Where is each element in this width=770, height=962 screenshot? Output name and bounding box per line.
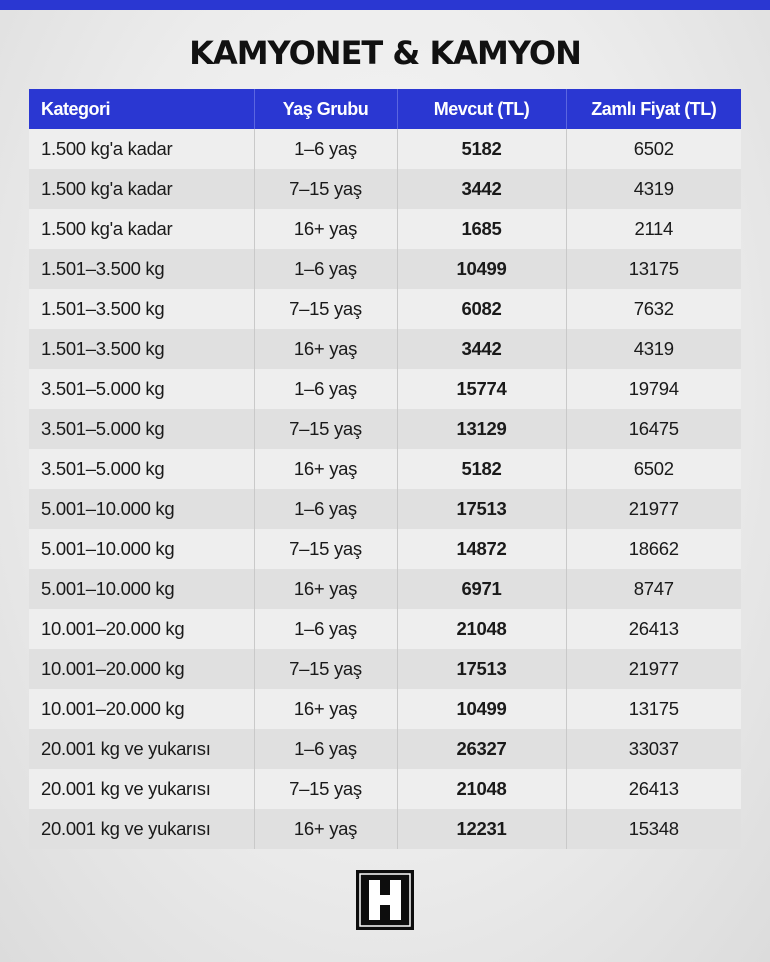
table-row xyxy=(29,649,741,689)
top-accent-bar xyxy=(0,0,770,10)
table-row xyxy=(29,569,741,609)
cell-increased-price: 6502 xyxy=(566,449,741,489)
cell-category: 5.001–10.000 kg xyxy=(29,569,254,609)
cell-increased-price: 2114 xyxy=(566,209,741,249)
cell-age-group: 16+ yaş xyxy=(254,209,397,249)
cell-category: 1.501–3.500 kg xyxy=(29,329,254,369)
cell-age-group: 16+ yaş xyxy=(254,689,397,729)
page-title: KAMYONET & KAMYON xyxy=(189,34,581,72)
cell-increased-price: 8747 xyxy=(566,569,741,609)
cell-increased-price: 18662 xyxy=(566,529,741,569)
cell-category: 5.001–10.000 kg xyxy=(29,529,254,569)
cell-age-group: 16+ yaş xyxy=(254,449,397,489)
cell-category: 10.001–20.000 kg xyxy=(29,609,254,649)
table-row xyxy=(29,409,741,449)
cell-category: 20.001 kg ve yukarısı xyxy=(29,729,254,769)
table-row xyxy=(29,129,741,169)
cell-increased-price: 15348 xyxy=(566,809,741,849)
cell-category: 3.501–5.000 kg xyxy=(29,449,254,489)
cell-category: 10.001–20.000 kg xyxy=(29,689,254,729)
cell-age-group: 7–15 yaş xyxy=(254,769,397,809)
cell-current-price: 5182 xyxy=(397,449,566,489)
header-category: Kategori xyxy=(29,89,254,129)
cell-current-price: 17513 xyxy=(397,489,566,529)
cell-increased-price: 7632 xyxy=(566,289,741,329)
table-row xyxy=(29,329,741,369)
cell-current-price: 6082 xyxy=(397,289,566,329)
table-header-row xyxy=(29,89,741,129)
cell-current-price: 3442 xyxy=(397,329,566,369)
cell-category: 1.501–3.500 kg xyxy=(29,249,254,289)
table-row xyxy=(29,689,741,729)
header-current-price: Mevcut (TL) xyxy=(397,89,566,129)
table-row xyxy=(29,769,741,809)
cell-increased-price: 26413 xyxy=(566,609,741,649)
cell-category: 1.501–3.500 kg xyxy=(29,289,254,329)
cell-age-group: 7–15 yaş xyxy=(254,649,397,689)
cell-increased-price: 13175 xyxy=(566,689,741,729)
table-row xyxy=(29,609,741,649)
cell-category: 20.001 kg ve yukarısı xyxy=(29,769,254,809)
cell-category: 1.500 kg'a kadar xyxy=(29,209,254,249)
cell-increased-price: 21977 xyxy=(566,489,741,529)
cell-current-price: 21048 xyxy=(397,609,566,649)
cell-current-price: 10499 xyxy=(397,249,566,289)
cell-category: 3.501–5.000 kg xyxy=(29,409,254,449)
h-logo-icon xyxy=(356,870,414,930)
cell-age-group: 1–6 yaş xyxy=(254,609,397,649)
cell-current-price: 5182 xyxy=(397,129,566,169)
price-table xyxy=(29,89,741,849)
table-row xyxy=(29,209,741,249)
header-increased-price: Zamlı Fiyat (TL) xyxy=(566,89,741,129)
cell-age-group: 7–15 yaş xyxy=(254,289,397,329)
table-row xyxy=(29,489,741,529)
cell-category: 3.501–5.000 kg xyxy=(29,369,254,409)
cell-age-group: 16+ yaş xyxy=(254,329,397,369)
table-row xyxy=(29,169,741,209)
header-age-group: Yaş Grubu xyxy=(254,89,397,129)
cell-current-price: 26327 xyxy=(397,729,566,769)
cell-increased-price: 26413 xyxy=(566,769,741,809)
table-row xyxy=(29,449,741,489)
cell-category: 10.001–20.000 kg xyxy=(29,649,254,689)
cell-age-group: 7–15 yaş xyxy=(254,409,397,449)
table-row xyxy=(29,289,741,329)
cell-current-price: 10499 xyxy=(397,689,566,729)
cell-age-group: 1–6 yaş xyxy=(254,129,397,169)
cell-increased-price: 13175 xyxy=(566,249,741,289)
cell-increased-price: 4319 xyxy=(566,169,741,209)
cell-current-price: 12231 xyxy=(397,809,566,849)
cell-age-group: 7–15 yaş xyxy=(254,529,397,569)
table-row xyxy=(29,729,741,769)
cell-age-group: 16+ yaş xyxy=(254,569,397,609)
cell-category: 5.001–10.000 kg xyxy=(29,489,254,529)
cell-increased-price: 19794 xyxy=(566,369,741,409)
cell-current-price: 1685 xyxy=(397,209,566,249)
cell-increased-price: 4319 xyxy=(566,329,741,369)
cell-increased-price: 16475 xyxy=(566,409,741,449)
cell-age-group: 1–6 yaş xyxy=(254,729,397,769)
cell-age-group: 1–6 yaş xyxy=(254,489,397,529)
cell-age-group: 7–15 yaş xyxy=(254,169,397,209)
table-row xyxy=(29,809,741,849)
cell-category: 20.001 kg ve yukarısı xyxy=(29,809,254,849)
cell-increased-price: 6502 xyxy=(566,129,741,169)
table-row xyxy=(29,369,741,409)
cell-increased-price: 33037 xyxy=(566,729,741,769)
cell-current-price: 3442 xyxy=(397,169,566,209)
cell-current-price: 13129 xyxy=(397,409,566,449)
cell-increased-price: 21977 xyxy=(566,649,741,689)
cell-age-group: 1–6 yaş xyxy=(254,369,397,409)
cell-current-price: 17513 xyxy=(397,649,566,689)
cell-current-price: 15774 xyxy=(397,369,566,409)
cell-age-group: 1–6 yaş xyxy=(254,249,397,289)
cell-category: 1.500 kg'a kadar xyxy=(29,169,254,209)
table-row xyxy=(29,529,741,569)
cell-current-price: 6971 xyxy=(397,569,566,609)
cell-current-price: 21048 xyxy=(397,769,566,809)
cell-current-price: 14872 xyxy=(397,529,566,569)
cell-category: 1.500 kg'a kadar xyxy=(29,129,254,169)
cell-age-group: 16+ yaş xyxy=(254,809,397,849)
table-row xyxy=(29,249,741,289)
